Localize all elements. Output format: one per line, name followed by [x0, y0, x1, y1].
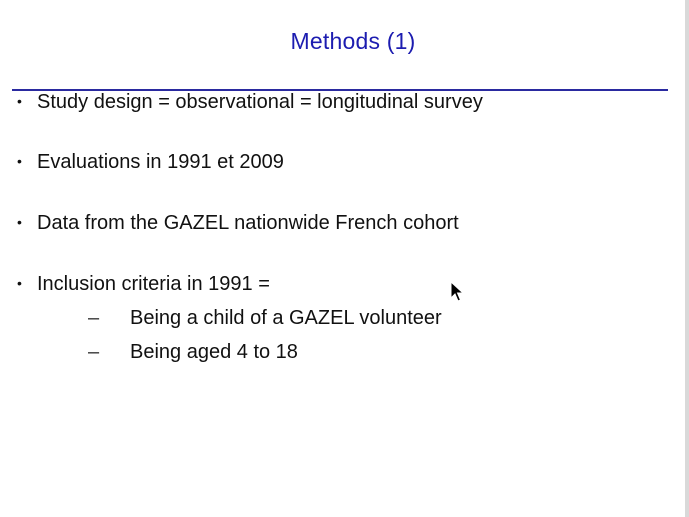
bullet-text: Data from the GAZEL nationwide French cohort	[37, 212, 459, 234]
bullet-text: Study design = observational = longitudinal survey	[37, 91, 483, 113]
bullet-text: Evaluations in 1991 et 2009	[37, 151, 284, 173]
sub-bullet-dash: –	[88, 341, 100, 363]
bullet-dot: •	[17, 153, 22, 169]
bullet-dot: •	[17, 93, 22, 109]
bullet-item	[17, 210, 459, 235]
sub-bullet-text: Being a child of a GAZEL volunteer	[130, 307, 442, 329]
slide-title: Methods (1)	[290, 28, 416, 54]
bullet-item	[17, 149, 284, 174]
bullet-text: Inclusion criteria in 1991 =	[37, 273, 270, 295]
bullet-dot: •	[17, 275, 22, 291]
bullet-item	[17, 271, 270, 296]
bullet-dot: •	[17, 214, 22, 230]
mouse-pointer-icon	[450, 281, 464, 303]
window-edge	[685, 0, 689, 517]
sub-bullet-item	[88, 340, 298, 364]
sub-bullet-dash: –	[88, 307, 100, 329]
sub-bullet-text: Being aged 4 to 18	[130, 341, 298, 363]
bullet-item	[17, 89, 483, 114]
sub-bullet-item	[88, 306, 442, 330]
